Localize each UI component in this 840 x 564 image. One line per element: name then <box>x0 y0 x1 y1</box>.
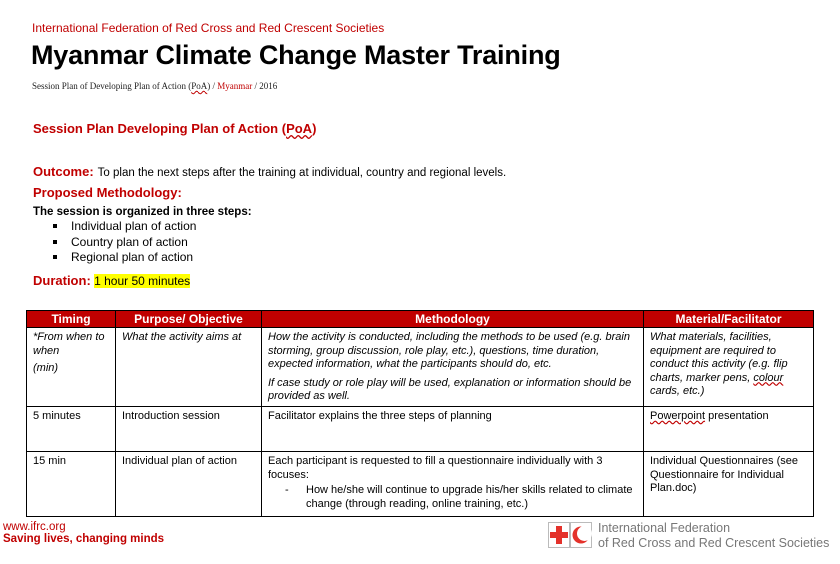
steps-heading: The session is organized in three steps: <box>33 206 252 218</box>
step-item: Regional plan of action <box>52 250 196 266</box>
subline-part2: ) / <box>207 81 218 91</box>
footer-org-line2: of Red Cross and Red Crescent Societies <box>598 536 830 550</box>
material-colour: colour <box>753 371 784 384</box>
footer-slogan: Saving lives, changing minds <box>3 533 165 545</box>
org-name: International Federation of Red Cross and Red Crescent Societies <box>32 21 385 35</box>
col-header-timing: Timing <box>27 311 116 328</box>
col-header-purpose: Purpose/ Objective <box>116 311 262 328</box>
footer-left <box>3 521 164 545</box>
footer-org-line1: International Federation <box>598 521 731 535</box>
subline-country: Myanmar <box>217 81 253 91</box>
cell-methodology <box>262 328 644 407</box>
cell-methodology <box>262 452 644 517</box>
col-header-material: Material/Facilitator <box>644 311 814 328</box>
cell-timing <box>27 328 116 407</box>
outcome-text: To plan the next steps after the training at individual, country and regional levels. <box>97 167 507 179</box>
document-subline <box>32 81 277 91</box>
table-row <box>27 407 814 452</box>
method-bullet: - How he/she will continue to upgrade his/her skills related to climate change (through reading, online training, etc.) <box>268 484 637 511</box>
material-text-2: cards, etc.) <box>650 385 705 397</box>
session-heading <box>33 121 316 136</box>
table-header-row <box>27 311 814 328</box>
session-heading-prefix: Session Plan Developing Plan of Action ( <box>33 121 287 136</box>
method-intro: Each participant is requested to fill a questionnaire individually with 3 focuses: <box>268 455 603 481</box>
cell-purpose: Introduction session <box>116 407 262 452</box>
session-plan-table <box>26 310 814 517</box>
outcome <box>33 164 506 179</box>
material-rest: presentation <box>705 410 769 422</box>
session-heading-suffix: ) <box>312 121 317 136</box>
step-item: Country plan of action <box>52 235 196 251</box>
cell-material <box>644 407 814 452</box>
steps-list <box>52 219 196 266</box>
table-row <box>27 328 814 407</box>
subline-part1: Session Plan of Developing Plan of Action ( <box>32 81 192 91</box>
subline-poa: PoA <box>191 81 208 91</box>
methodology-heading: Proposed Methodology: <box>33 185 182 200</box>
cell-material <box>644 328 814 407</box>
method-bullet-list <box>268 484 637 511</box>
method-paragraph-1: How the activity is conducted, including the methods to be used (e.g. brain storming, group discussion, role play, etc.), questions, time duration, expected information, what the participants should do, etc. <box>268 331 630 370</box>
cell-timing: 15 min <box>27 452 116 517</box>
method-paragraph-2: If case study or role play will be used, explanation or information should be provided as well. <box>268 376 632 402</box>
duration <box>33 273 190 288</box>
duration-value: 1 hour 50 minutes <box>94 274 191 288</box>
material-text-1: What materials, facilities, equipment are required to conduct this activity (e.g. flip charts, marker pens, <box>650 331 788 384</box>
duration-label: Duration: <box>33 273 91 288</box>
cell-purpose: What the activity aims at <box>116 328 262 407</box>
ifrc-logo-icon <box>548 522 592 548</box>
material-powerpoint: Powerpoint <box>650 410 706 422</box>
outcome-label: Outcome: <box>33 164 94 179</box>
timing-line2: (min) <box>33 362 59 374</box>
cell-timing: 5 minutes <box>27 407 116 452</box>
session-heading-poa: PoA <box>286 121 313 136</box>
page-title: Myanmar Climate Change Master Training <box>31 40 561 70</box>
footer-org <box>598 521 829 551</box>
subline-year: / 2016 <box>252 81 278 91</box>
table-row <box>27 452 814 517</box>
footer-url[interactable]: www.ifrc.org <box>3 521 66 533</box>
cell-methodology: Facilitator explains the three steps of planning <box>262 407 644 452</box>
cell-purpose: Individual plan of action <box>116 452 262 517</box>
timing-line1: *From when to when <box>33 331 105 357</box>
step-item: Individual plan of action <box>52 219 196 235</box>
col-header-methodology: Methodology <box>262 311 644 328</box>
cell-material: Individual Questionnaires (see Questionnaire for Individual Plan.doc) <box>644 452 814 517</box>
